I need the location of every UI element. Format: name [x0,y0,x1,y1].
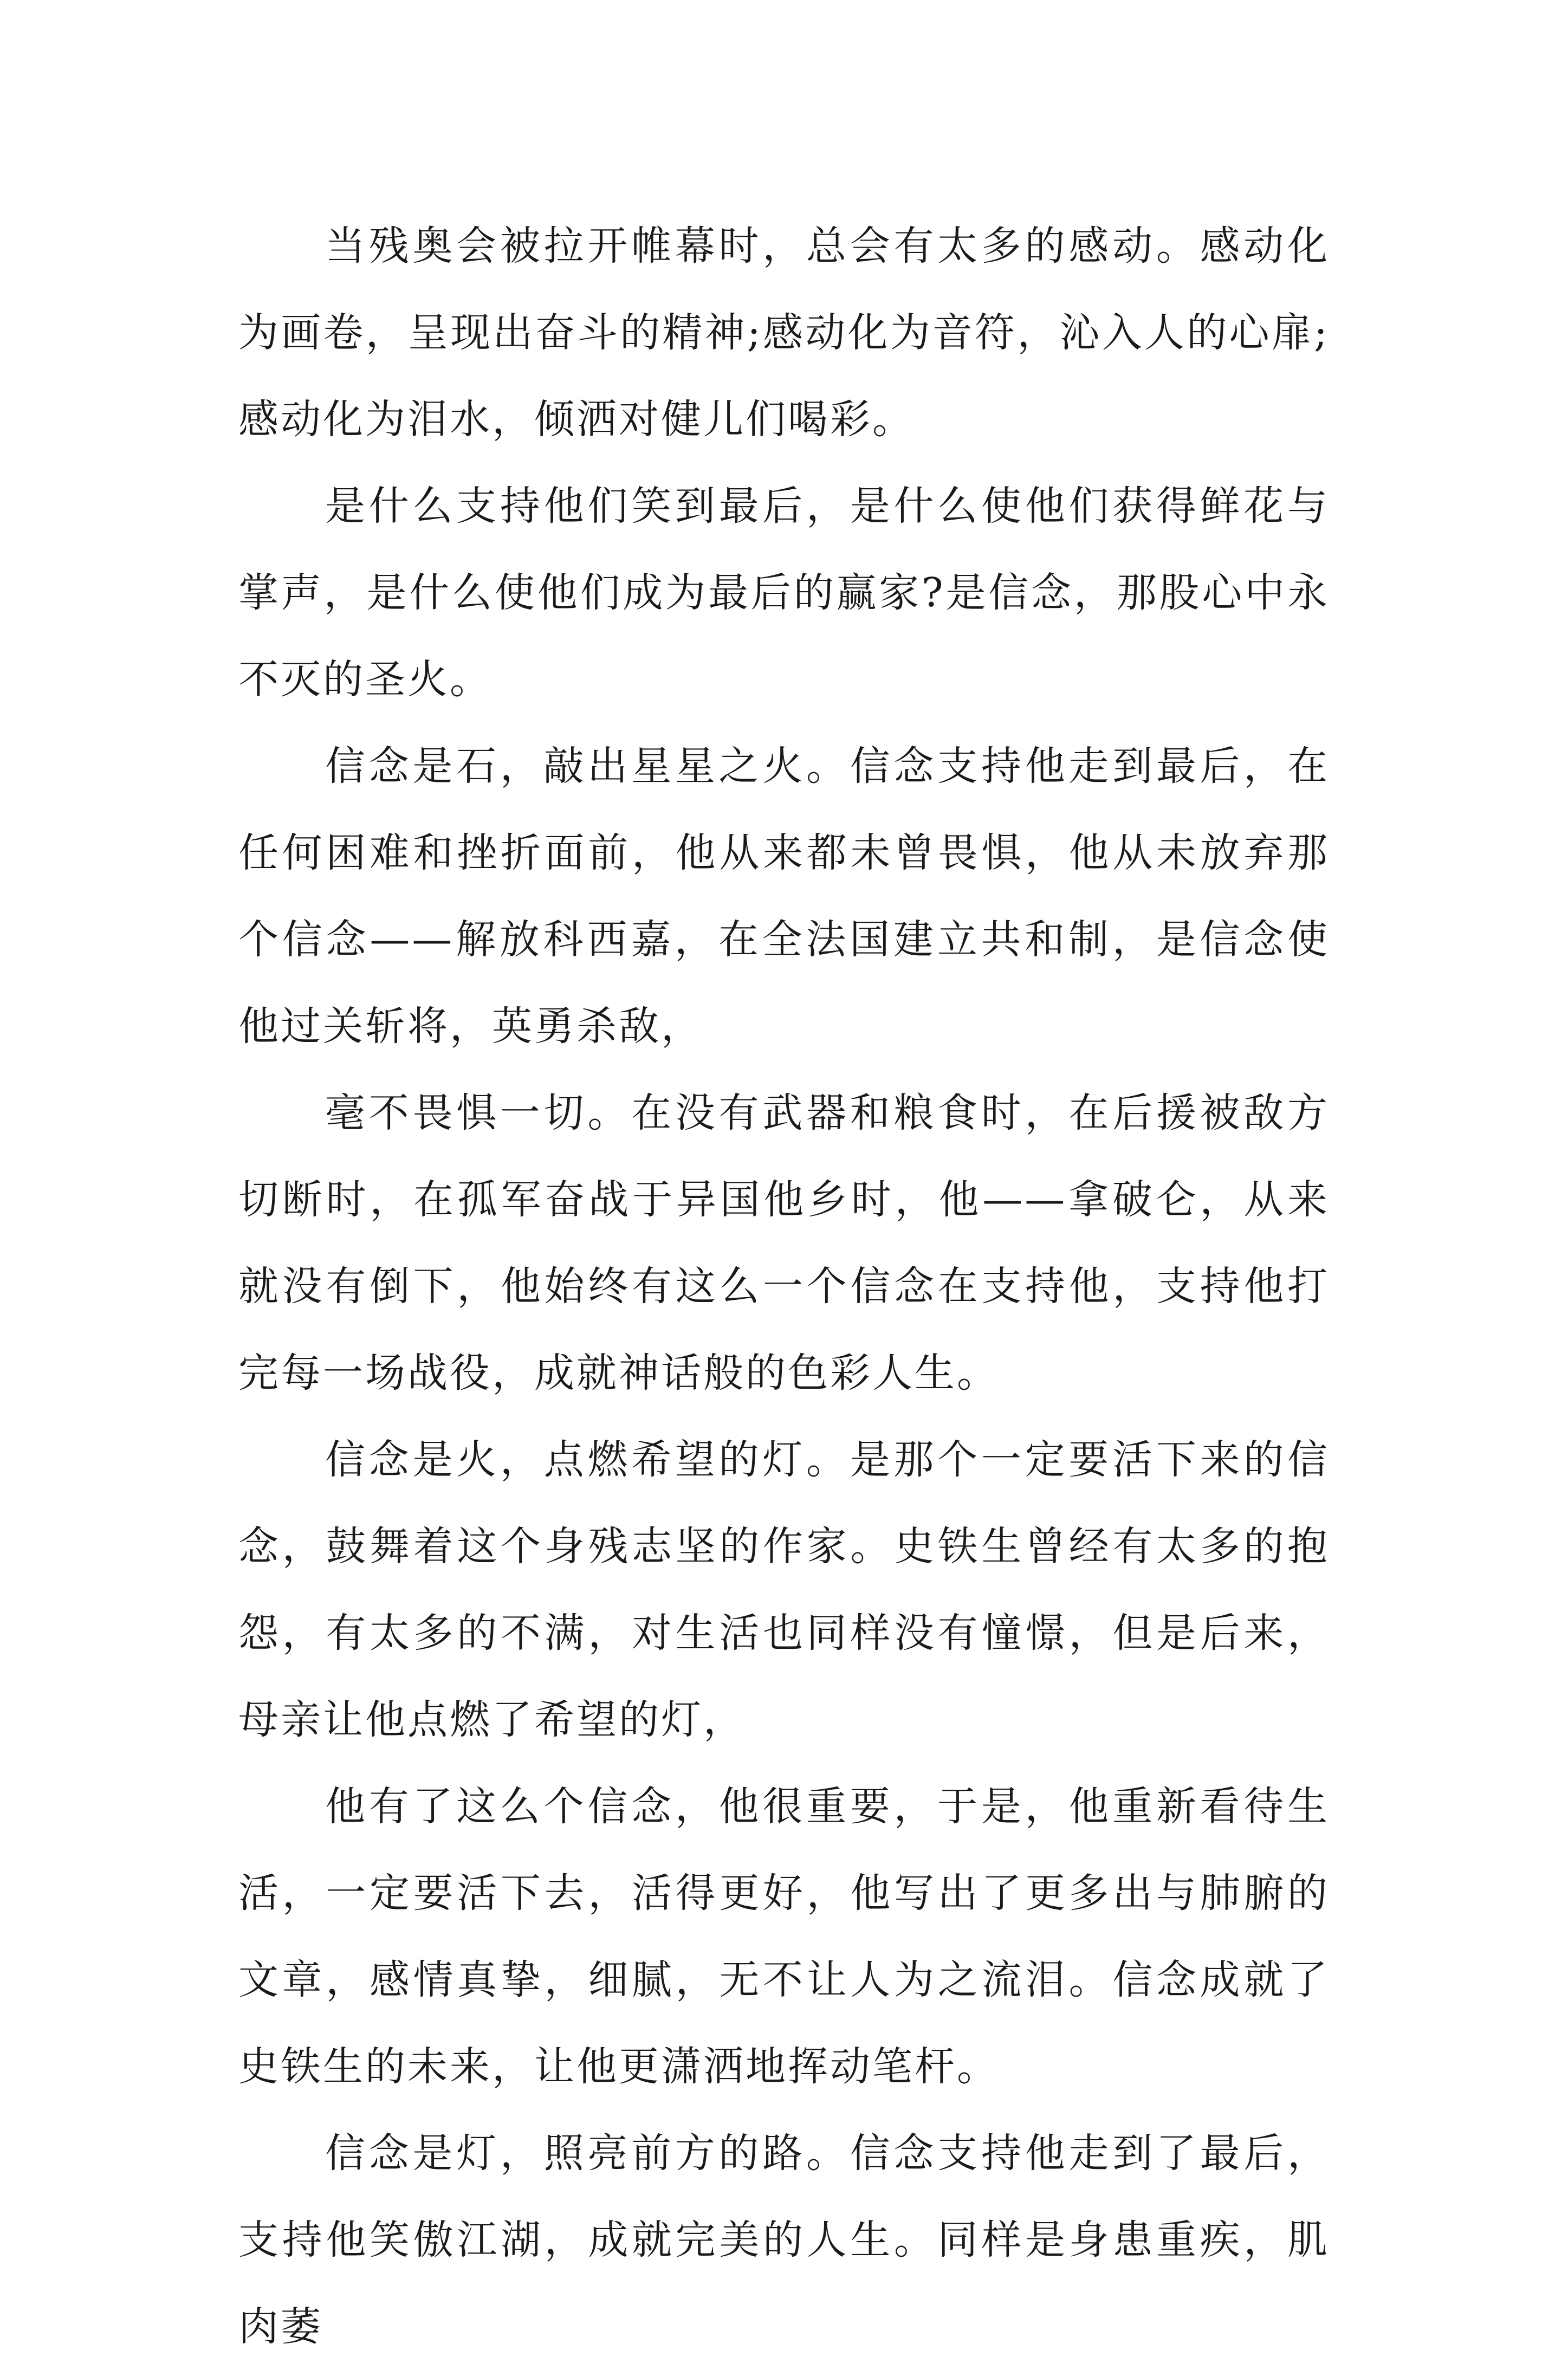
paragraph: 是什么支持他们笑到最后，是什么使他们获得鲜花与掌声，是什么使他们成为最后的赢家?是信念，那股心中永不灭的圣火。 [238,483,1330,703]
paragraph: 他有了这么个信念，他很重要，于是，他重新看待生活，一定要活下去，活得更好，他写出了更多出与肺腑的文章，感情真挚，细腻，无不让人为之流泪。信念成就了史铁生的未来，让他更潇洒地挥动笔杆。 [238,1783,1330,2090]
paragraph: 信念是石，敲出星星之火。信念支持他走到最后，在任何困难和挫折面前，他从来都未曾畏惧，他从未放弃那个信念——解放科西嘉，在全法国建立共和制，是信念使他过关斩将，英勇杀敌， [238,743,1330,1050]
document-body [238,203,1330,2370]
paragraph: 毫不畏惧一切。在没有武器和粮食时，在后援被敌方切断时，在孤军奋战于异国他乡时，他——拿破仑，从来就没有倒下，他始终有这么一个信念在支持他，支持他打完每一场战役，成就神话般的色彩人生。 [238,1090,1330,1396]
paragraph: 信念是火，点燃希望的灯。是那个一定要活下来的信念，鼓舞着这个身残志坚的作家。史铁生曾经有太多的抱怨，有太多的不满，对生活也同样没有憧憬，但是后来，母亲让他点燃了希望的灯， [238,1436,1330,1743]
paragraph: 当残奥会被拉开帷幕时，总会有太多的感动。感动化为画卷，呈现出奋斗的精神;感动化为音符，沁入人的心扉;感动化为泪水，倾洒对健儿们喝彩。 [238,223,1330,443]
paragraph: 信念是灯，照亮前方的路。信念支持他走到了最后，支持他笑傲江湖，成就完美的人生。同样是身患重疾，肌肉萎 [238,2130,1330,2350]
